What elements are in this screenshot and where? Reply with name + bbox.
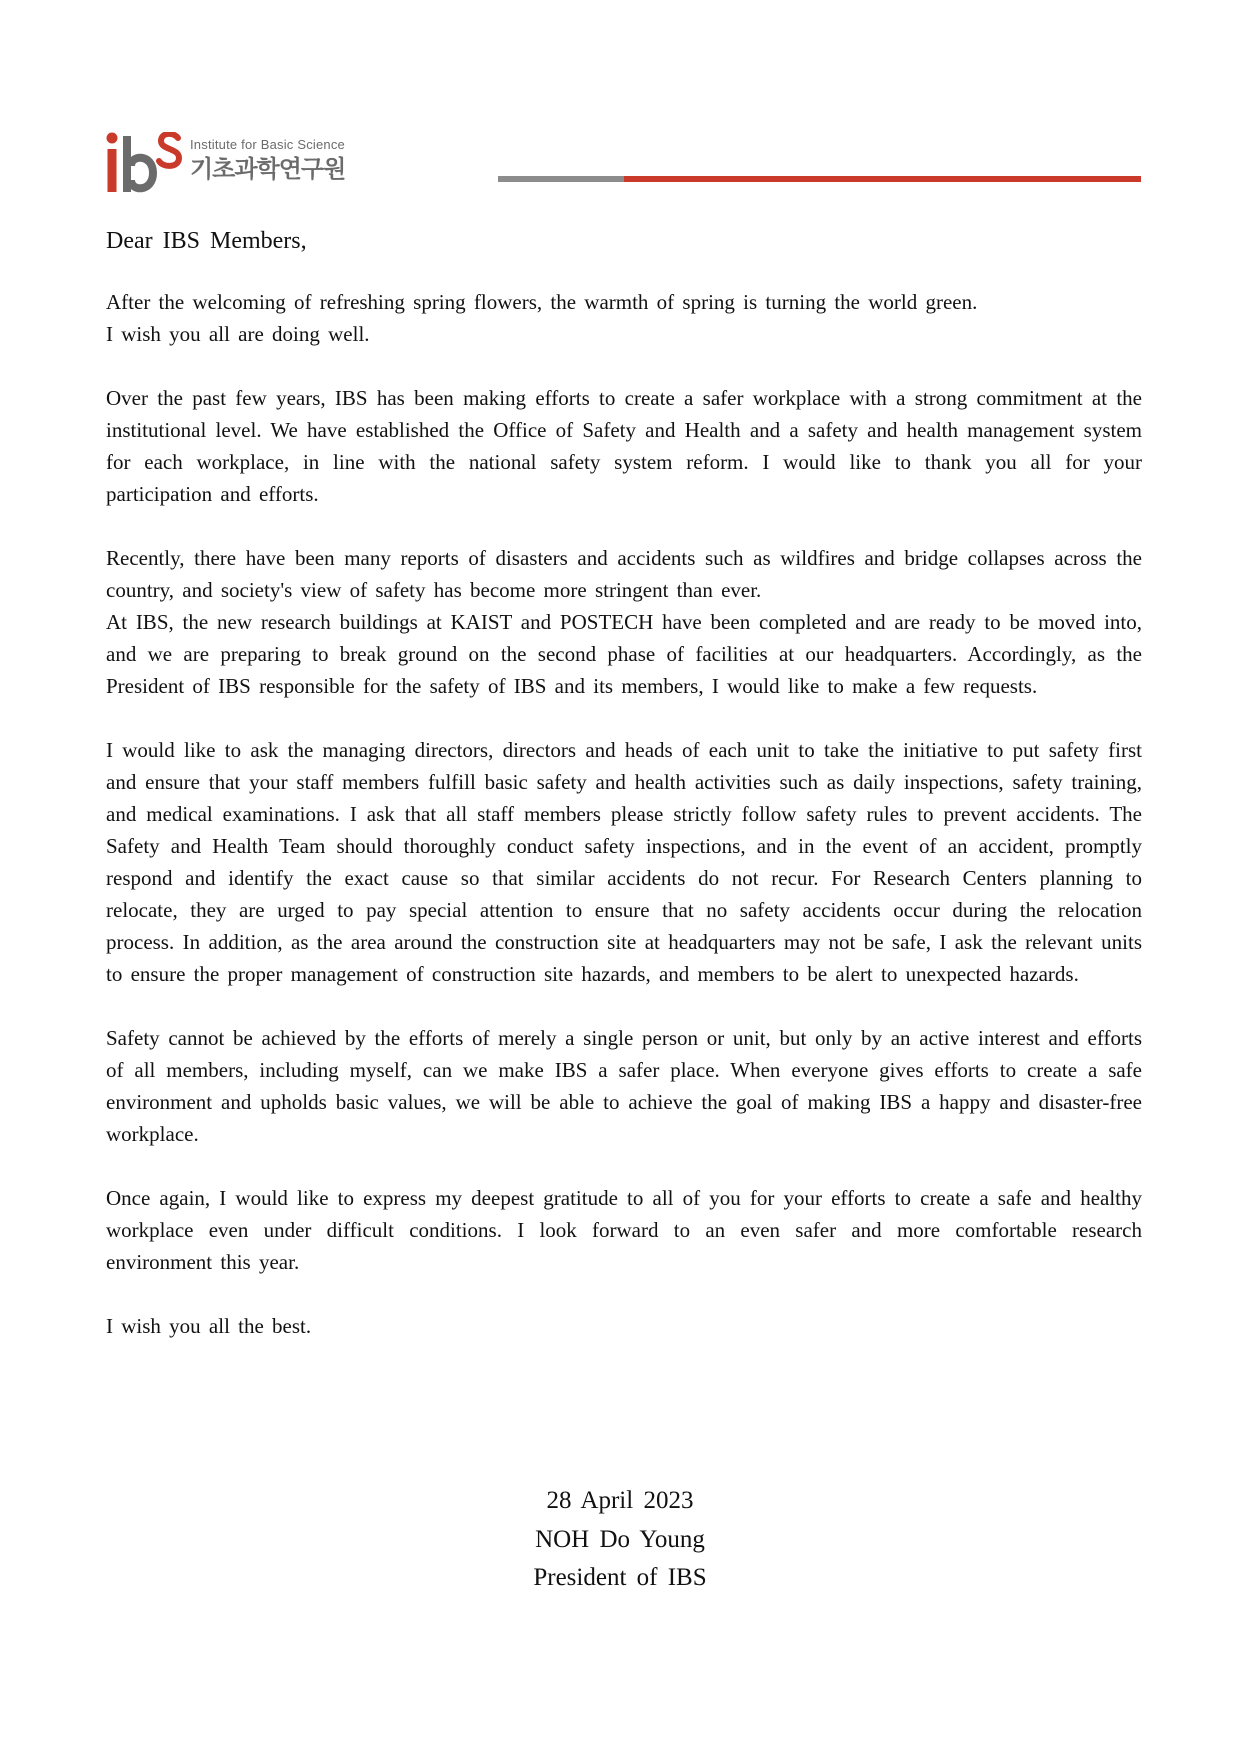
paragraph-4: I would like to ask the managing directors, directors and heads of each unit to take the initiative to put safety first and ensure that your staff members fulfill basic safety and health activities such as daily inspections, safety training, and medical examinations. I ask that all staff members please strictly follow safety rules to prevent accidents. The Safety and Health Team should thoroughly conduct safety inspections, and in the event of an accident, promptly respond and identify the exact cause so that similar accidents do not recur. For Research Centers planning to relocate, they are urged to pay special attention to ensure that no safety accidents occur during the relocation process. In addition, as the area around the construction site at headquarters may not be safe, I ask the relevant units to ensure the proper management of construction site hazards, and members to be alert to unexpected hazards. bbox=[106, 738, 1142, 986]
ibs-logo bbox=[106, 130, 376, 196]
signature-block bbox=[0, 1482, 1240, 1598]
letter-date: 28 April 2023 bbox=[546, 1487, 694, 1514]
ibs-logo-mark-icon bbox=[106, 132, 182, 194]
header-bar-gray-segment bbox=[498, 176, 624, 182]
letter-body bbox=[106, 222, 1142, 1374]
paragraph-1-line-1: After the welcoming of refreshing spring flowers, the warmth of spring is turning the world green. bbox=[106, 290, 978, 314]
paragraph-3 bbox=[106, 542, 1142, 702]
paragraph-3-part-2: At IBS, the new research buildings at KAIST and POSTECH have been completed and are ready to be moved into, and we are preparing to break ground on the second phase of facilities at our headquarters. Accordingly, as the President of IBS responsible for the safety of IBS and its members, I would like to make a few requests. bbox=[106, 610, 1142, 698]
salutation: Dear IBS Members, bbox=[106, 228, 307, 254]
institute-name-ko: 기초과학연구원 bbox=[190, 155, 346, 183]
paragraph-2: Over the past few years, IBS has been making efforts to create a safer workplace with a strong commitment at the institutional level. We have established the Office of Safety and Health and a safety and health management system for each workplace, in line with the national safety system reform. I would like to thank you all for your participation and efforts. bbox=[106, 386, 1142, 506]
signatory-title: President of IBS bbox=[533, 1564, 707, 1591]
logo-text bbox=[190, 138, 345, 183]
paragraph-1-line-2: I wish you all are doing well. bbox=[106, 322, 370, 346]
header-divider-bar bbox=[498, 176, 1141, 182]
closing-line: I wish you all the best. bbox=[106, 1314, 312, 1338]
paragraph-1 bbox=[106, 286, 1142, 350]
paragraph-5: Safety cannot be achieved by the efforts of merely a single person or unit, but only by an active interest and efforts of all members, including myself, can we make IBS a safer place. When everyone gives efforts to create a safe environment and upholds basic values, we will be able to achieve the goal of making IBS a happy and disaster-free workplace. bbox=[106, 1026, 1142, 1146]
institute-name-en: Institute for Basic Science bbox=[190, 137, 345, 152]
paragraph-6: Once again, I would like to express my deepest gratitude to all of you for your efforts to create a safe and healthy workplace even under difficult conditions. I look forward to an even safer and more comfortable research environment this year. bbox=[106, 1186, 1142, 1274]
paragraph-3-part-1: Recently, there have been many reports of disasters and accidents such as wildfires and bridge collapses across the country, and society's view of safety has become more stringent than ever. bbox=[106, 546, 1142, 602]
signatory-name: NOH Do Young bbox=[535, 1525, 705, 1553]
header-bar-red-segment bbox=[624, 176, 1141, 182]
